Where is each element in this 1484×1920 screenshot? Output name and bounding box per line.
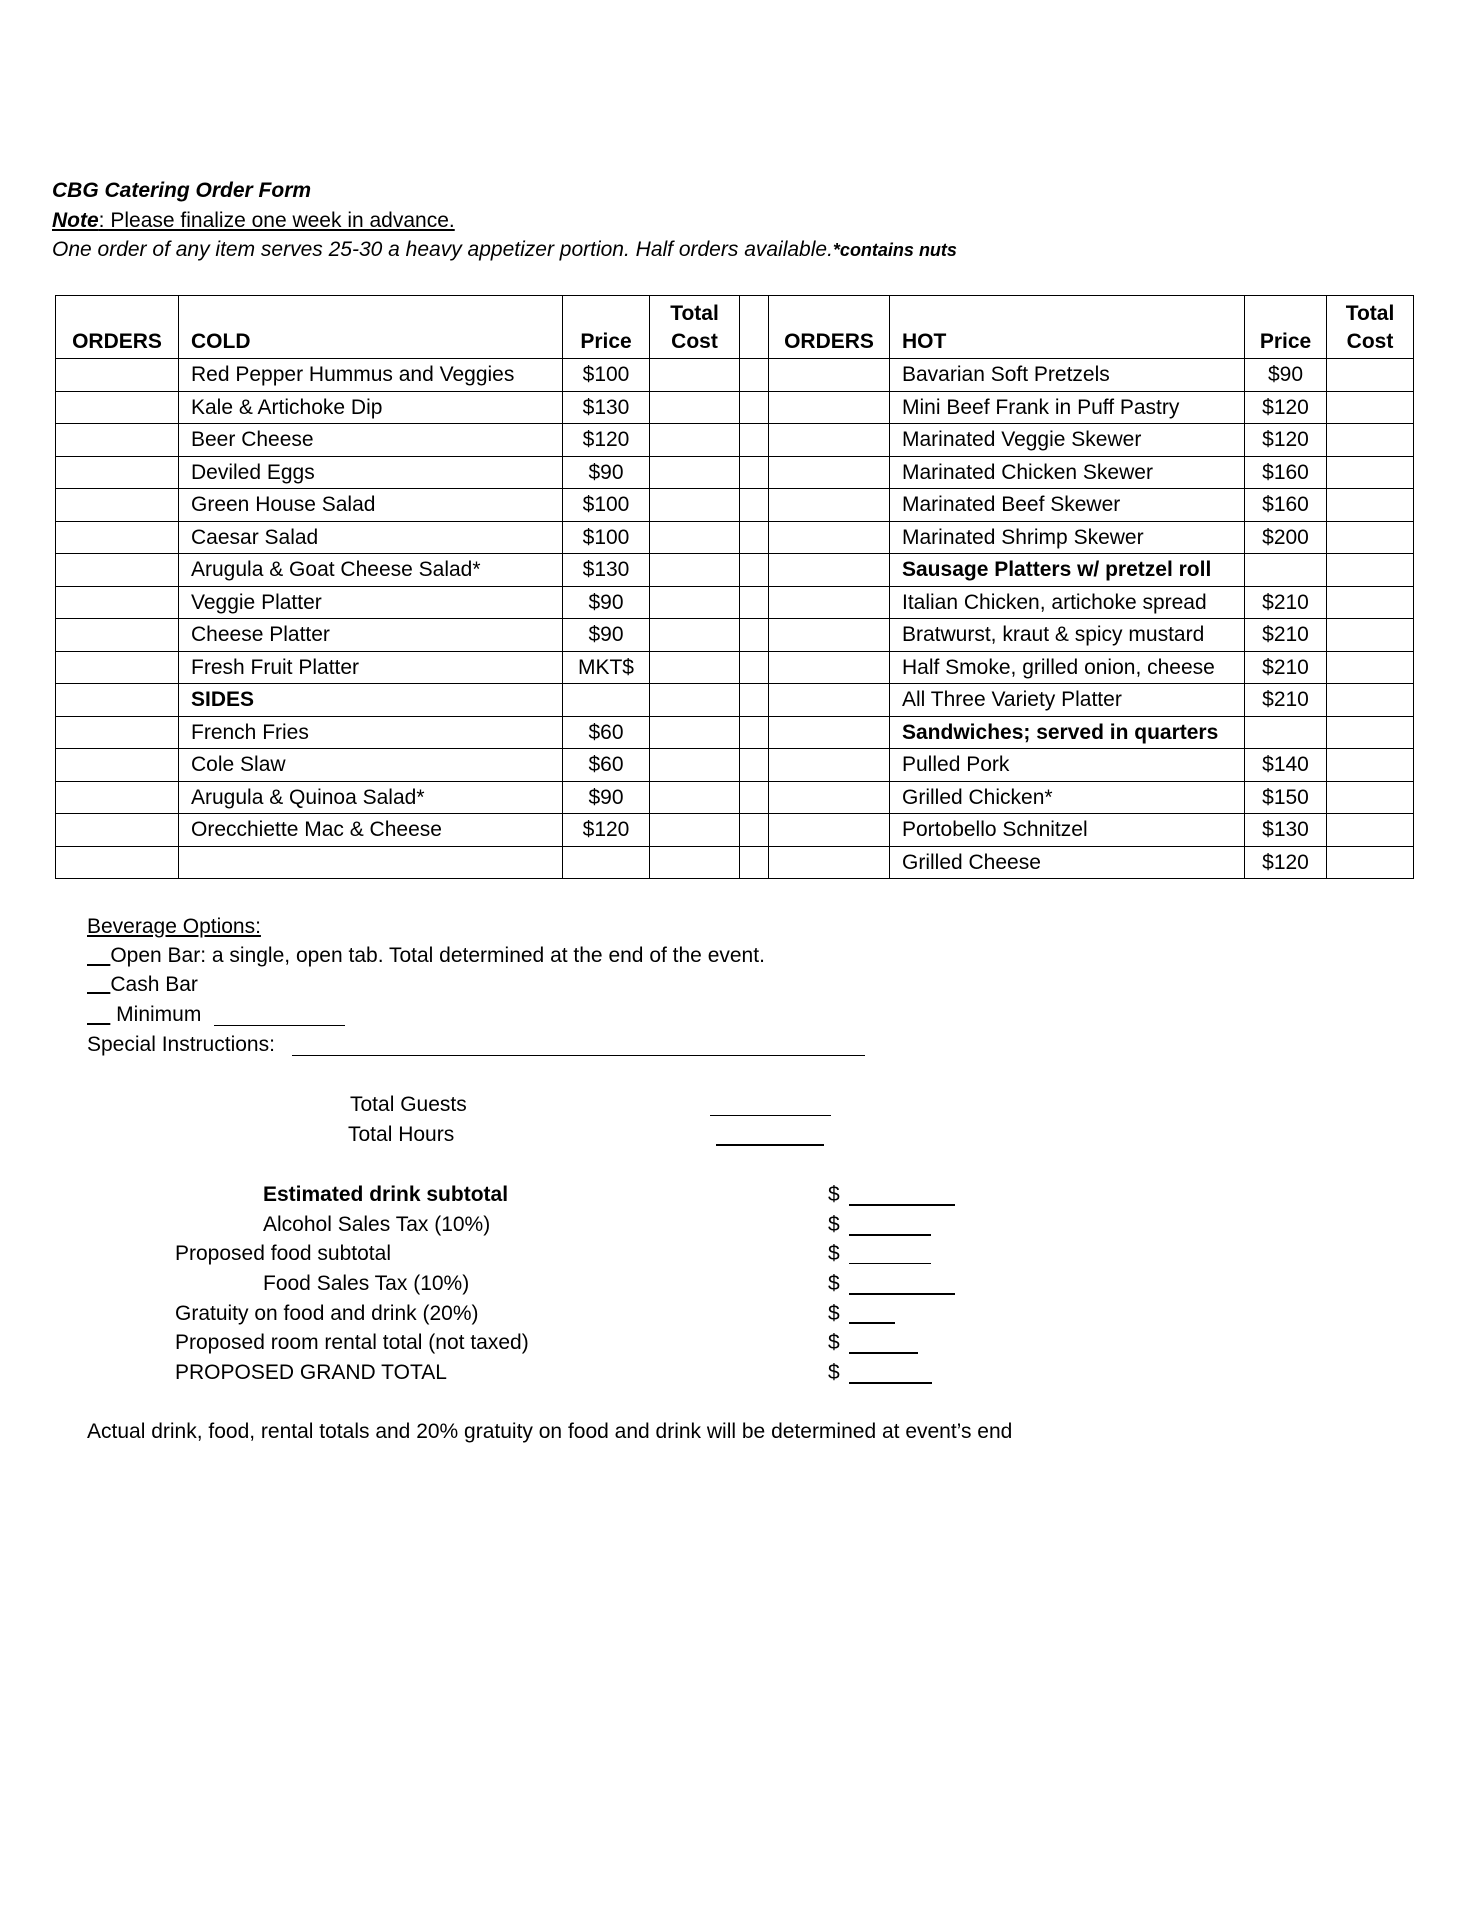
- total-cost-input-hot[interactable]: [1327, 781, 1414, 814]
- spacer-cell: [740, 651, 769, 684]
- orders-input-cold[interactable]: [56, 586, 179, 619]
- orders-input-hot[interactable]: [769, 424, 890, 457]
- currency-sign: $: [828, 1361, 840, 1384]
- cold-price: $120: [563, 814, 650, 847]
- table-row: [56, 391, 1414, 424]
- cold-item: Red Pepper Hummus and Veggies: [179, 359, 563, 392]
- total-cost-input-cold[interactable]: [650, 814, 740, 847]
- cold-item: Arugula & Quinoa Salad*: [179, 781, 563, 814]
- total-cost-header-cold: Total Cost: [650, 296, 740, 359]
- cold-price: $90: [563, 781, 650, 814]
- note-text: : Please finalize one week in advance.: [98, 209, 455, 232]
- orders-input-hot[interactable]: [769, 359, 890, 392]
- total-cost-input-cold[interactable]: [650, 781, 740, 814]
- currency-sign: $: [828, 1183, 840, 1206]
- cold-item: Green House Salad: [179, 489, 563, 522]
- orders-input-hot[interactable]: [769, 456, 890, 489]
- orders-input-hot[interactable]: [769, 814, 890, 847]
- cold-price: $60: [563, 716, 650, 749]
- currency-sign: $: [828, 1272, 840, 1295]
- cold-price: $120: [563, 424, 650, 457]
- orders-input-cold[interactable]: [56, 846, 179, 879]
- special-instructions-input-line[interactable]: [292, 1055, 865, 1056]
- total-cost-input-hot[interactable]: [1327, 521, 1414, 554]
- orders-input-hot[interactable]: [769, 651, 890, 684]
- total-cost-input-hot[interactable]: [1327, 684, 1414, 717]
- table-row: [56, 814, 1414, 847]
- orders-input-cold[interactable]: [56, 749, 179, 782]
- orders-input-hot[interactable]: [769, 489, 890, 522]
- total-cost-input-hot[interactable]: [1327, 359, 1414, 392]
- currency-sign: $: [828, 1242, 840, 1265]
- orders-input-cold[interactable]: [56, 814, 179, 847]
- cold-item: Cheese Platter: [179, 619, 563, 652]
- orders-header-hot: ORDERS: [769, 296, 890, 359]
- spacer-cell: [740, 846, 769, 879]
- spacer-cell: [740, 359, 769, 392]
- hot-item: Italian Chicken, artichoke spread: [890, 586, 1245, 619]
- cold-item: Orecchiette Mac & Cheese: [179, 814, 563, 847]
- cold-price: $130: [563, 554, 650, 587]
- total-cost-input-cold[interactable]: [650, 749, 740, 782]
- cold-price: [563, 846, 650, 879]
- orders-input-cold[interactable]: [56, 651, 179, 684]
- hot-item: Pulled Pork: [890, 749, 1245, 782]
- alcohol-sales-tax-label: Alcohol Sales Tax (10%): [263, 1213, 491, 1236]
- hot-item: Portobello Schnitzel: [890, 814, 1245, 847]
- hot-item: Marinated Veggie Skewer: [890, 424, 1245, 457]
- special-instructions-label: Special Instructions:: [87, 1033, 275, 1056]
- total-guests-label: Total Guests: [350, 1093, 467, 1116]
- orders-input-hot[interactable]: [769, 716, 890, 749]
- total-hours-label: Total Hours: [348, 1123, 455, 1146]
- total-cost-input-cold[interactable]: [650, 359, 740, 392]
- orders-input-hot[interactable]: [769, 846, 890, 879]
- cold-item: Deviled Eggs: [179, 456, 563, 489]
- total-cost-input-hot[interactable]: [1327, 456, 1414, 489]
- open-bar-checkbox[interactable]: [87, 944, 110, 967]
- table-header-row: [56, 296, 1414, 359]
- cold-price: $90: [563, 586, 650, 619]
- open-bar-option: [87, 941, 765, 970]
- footer-note: Actual drink, food, rental totals and 20% gratuity on food and drink will be determined at event’s end: [87, 1420, 1013, 1443]
- menu-order-table: [55, 295, 1414, 879]
- orders-input-cold[interactable]: [56, 554, 179, 587]
- currency-sign: $: [828, 1213, 840, 1236]
- orders-input-hot[interactable]: [769, 391, 890, 424]
- serving-note: [52, 235, 957, 265]
- total-cost-input-hot[interactable]: [1327, 651, 1414, 684]
- cold-item: Beer Cheese: [179, 424, 563, 457]
- open-bar-label: Open Bar: a single, open tab. Total determined at the end of the event.: [110, 944, 765, 967]
- table-row: [56, 554, 1414, 587]
- spacer-cell: [740, 619, 769, 652]
- orders-input-cold[interactable]: [56, 359, 179, 392]
- proposed-food-subtotal-label: Proposed food subtotal: [175, 1242, 391, 1265]
- total-cost-input-hot[interactable]: [1327, 846, 1414, 879]
- cash-bar-checkbox[interactable]: [87, 973, 110, 996]
- hot-price: [1245, 716, 1327, 749]
- total-cost-input-hot[interactable]: [1327, 586, 1414, 619]
- table-row: [56, 846, 1414, 879]
- total-cost-input-cold[interactable]: [650, 846, 740, 879]
- cold-price: $130: [563, 391, 650, 424]
- grand-total-label: PROPOSED GRAND TOTAL: [175, 1361, 447, 1384]
- table-row: [56, 749, 1414, 782]
- table-row: [56, 651, 1414, 684]
- note-label: Note: [52, 209, 99, 232]
- spacer-cell: [740, 521, 769, 554]
- total-cost-input-cold[interactable]: [650, 651, 740, 684]
- total-cost-input-hot[interactable]: [1327, 619, 1414, 652]
- spacer-cell: [740, 781, 769, 814]
- orders-input-cold[interactable]: [56, 391, 179, 424]
- total-cost-input-cold[interactable]: [650, 521, 740, 554]
- hot-item: Bratwurst, kraut & spicy mustard: [890, 619, 1245, 652]
- grand-total-input-line[interactable]: [849, 1382, 932, 1384]
- price-header-hot: Price: [1245, 296, 1327, 359]
- orders-input-cold[interactable]: [56, 619, 179, 652]
- nuts-note: *contains nuts: [832, 240, 957, 260]
- orders-input-cold[interactable]: [56, 684, 179, 717]
- cash-bar-label: Cash Bar: [110, 973, 198, 996]
- hot-header: HOT: [890, 296, 1245, 359]
- total-cost-input-cold[interactable]: [650, 489, 740, 522]
- hot-price: $120: [1245, 424, 1327, 457]
- cold-price: $100: [563, 521, 650, 554]
- cold-item: Veggie Platter: [179, 586, 563, 619]
- hot-item: All Three Variety Platter: [890, 684, 1245, 717]
- cold-item: French Fries: [179, 716, 563, 749]
- cold-item: Caesar Salad: [179, 521, 563, 554]
- total-cost-input-hot[interactable]: [1327, 391, 1414, 424]
- minimum-option: [87, 1000, 201, 1029]
- hot-price: $120: [1245, 391, 1327, 424]
- hot-price: $210: [1245, 684, 1327, 717]
- total-cost-input-hot[interactable]: [1327, 554, 1414, 587]
- cold-price: $90: [563, 619, 650, 652]
- cold-item: Fresh Fruit Platter: [179, 651, 563, 684]
- table-row: [56, 586, 1414, 619]
- table-row: [56, 619, 1414, 652]
- total-cost-input-cold[interactable]: [650, 586, 740, 619]
- cold-price: [563, 684, 650, 717]
- total-cost-input-hot[interactable]: [1327, 716, 1414, 749]
- currency-sign: $: [828, 1331, 840, 1354]
- orders-input-hot[interactable]: [769, 554, 890, 587]
- spacer-cell: [740, 391, 769, 424]
- hot-price: $210: [1245, 619, 1327, 652]
- orders-input-cold[interactable]: [56, 456, 179, 489]
- table-row: [56, 521, 1414, 554]
- spacer-cell: [740, 586, 769, 619]
- total-cost-input-hot[interactable]: [1327, 814, 1414, 847]
- total-cost-input-cold[interactable]: [650, 684, 740, 717]
- spacer-cell: [740, 456, 769, 489]
- hot-price: $160: [1245, 489, 1327, 522]
- hot-price: $90: [1245, 359, 1327, 392]
- orders-input-hot[interactable]: [769, 619, 890, 652]
- minimum-checkbox[interactable]: [87, 1003, 110, 1026]
- hot-item: Marinated Beef Skewer: [890, 489, 1245, 522]
- total-cost-input-cold[interactable]: [650, 716, 740, 749]
- orders-input-cold[interactable]: [56, 521, 179, 554]
- table-row: [56, 489, 1414, 522]
- table-row: [56, 456, 1414, 489]
- hot-price: $140: [1245, 749, 1327, 782]
- alcohol-tax-input-line[interactable]: [849, 1234, 931, 1236]
- cold-price: $60: [563, 749, 650, 782]
- spacer-cell: [740, 684, 769, 717]
- cold-item: Kale & Artichoke Dip: [179, 391, 563, 424]
- orders-input-hot[interactable]: [769, 749, 890, 782]
- total-cost-header-hot: Total Cost: [1327, 296, 1414, 359]
- orders-input-hot[interactable]: [769, 781, 890, 814]
- room-rental-label: Proposed room rental total (not taxed): [175, 1331, 529, 1354]
- cold-price: $100: [563, 359, 650, 392]
- cold-item: Arugula & Goat Cheese Salad*: [179, 554, 563, 587]
- total-cost-input-hot[interactable]: [1327, 489, 1414, 522]
- minimum-label: Minimum: [110, 1003, 202, 1026]
- cold-price: MKT$: [563, 651, 650, 684]
- table-row: [56, 359, 1414, 392]
- orders-input-hot[interactable]: [769, 521, 890, 554]
- hot-item: Marinated Chicken Skewer: [890, 456, 1245, 489]
- orders-input-cold[interactable]: [56, 424, 179, 457]
- cash-bar-option: [87, 970, 198, 999]
- hot-price: $130: [1245, 814, 1327, 847]
- hot-item: Sandwiches; served in quarters: [890, 716, 1245, 749]
- total-cost-input-cold[interactable]: [650, 554, 740, 587]
- cold-price: $100: [563, 489, 650, 522]
- orders-input-hot[interactable]: [769, 684, 890, 717]
- table-row: [56, 781, 1414, 814]
- total-cost-input-hot[interactable]: [1327, 424, 1414, 457]
- total-hours-input-line[interactable]: [716, 1144, 824, 1146]
- hot-item: Sausage Platters w/ pretzel roll: [890, 554, 1245, 587]
- spacer-cell: [740, 814, 769, 847]
- currency-sign: $: [828, 1302, 840, 1325]
- estimated-drink-subtotal-label: Estimated drink subtotal: [263, 1183, 509, 1206]
- table-row: [56, 716, 1414, 749]
- orders-input-cold[interactable]: [56, 716, 179, 749]
- total-cost-input-cold[interactable]: [650, 391, 740, 424]
- food-tax-input-line[interactable]: [849, 1293, 955, 1295]
- gratuity-input-line[interactable]: [849, 1322, 895, 1324]
- hot-price: [1245, 554, 1327, 587]
- hot-item: Marinated Shrimp Skewer: [890, 521, 1245, 554]
- hot-item: Grilled Chicken*: [890, 781, 1245, 814]
- serving-text: One order of any item serves 25-30 a heavy appetizer portion. Half orders available.: [52, 238, 833, 261]
- hot-price: $120: [1245, 846, 1327, 879]
- hot-price: $210: [1245, 586, 1327, 619]
- cold-item: SIDES: [179, 684, 563, 717]
- total-cost-input-cold[interactable]: [650, 619, 740, 652]
- spacer-cell: [740, 296, 769, 359]
- spacer-cell: [740, 749, 769, 782]
- spacer-cell: [740, 716, 769, 749]
- gratuity-label: Gratuity on food and drink (20%): [175, 1302, 479, 1325]
- hot-price: $150: [1245, 781, 1327, 814]
- cold-header: COLD: [179, 296, 563, 359]
- food-sales-tax-label: Food Sales Tax (10%): [263, 1272, 470, 1295]
- hot-item: Bavarian Soft Pretzels: [890, 359, 1245, 392]
- hot-price: $160: [1245, 456, 1327, 489]
- total-cost-input-hot[interactable]: [1327, 749, 1414, 782]
- cold-price: $90: [563, 456, 650, 489]
- cold-item: [179, 846, 563, 879]
- advance-note: [52, 206, 455, 235]
- orders-input-cold[interactable]: [56, 781, 179, 814]
- hot-item: Mini Beef Frank in Puff Pastry: [890, 391, 1245, 424]
- hot-item: Grilled Cheese: [890, 846, 1245, 879]
- spacer-cell: [740, 489, 769, 522]
- total-cost-input-cold[interactable]: [650, 456, 740, 489]
- form-title: CBG Catering Order Form: [52, 179, 312, 202]
- hot-price: $200: [1245, 521, 1327, 554]
- cold-item: Cole Slaw: [179, 749, 563, 782]
- orders-input-cold[interactable]: [56, 489, 179, 522]
- minimum-input-line[interactable]: [214, 1025, 345, 1026]
- spacer-cell: [740, 554, 769, 587]
- table-row: [56, 684, 1414, 717]
- price-header-cold: Price: [563, 296, 650, 359]
- room-rental-input-line[interactable]: [849, 1352, 918, 1354]
- orders-input-hot[interactable]: [769, 586, 890, 619]
- table-row: [56, 424, 1414, 457]
- spacer-cell: [740, 424, 769, 457]
- drink-subtotal-input-line[interactable]: [849, 1204, 955, 1206]
- hot-price: $210: [1245, 651, 1327, 684]
- hot-item: Half Smoke, grilled onion, cheese: [890, 651, 1245, 684]
- food-subtotal-input-line[interactable]: [849, 1263, 931, 1264]
- total-cost-input-cold[interactable]: [650, 424, 740, 457]
- orders-header-cold: ORDERS: [56, 296, 179, 359]
- beverage-title: Beverage Options:: [87, 915, 261, 938]
- total-guests-input-line[interactable]: [710, 1115, 831, 1116]
